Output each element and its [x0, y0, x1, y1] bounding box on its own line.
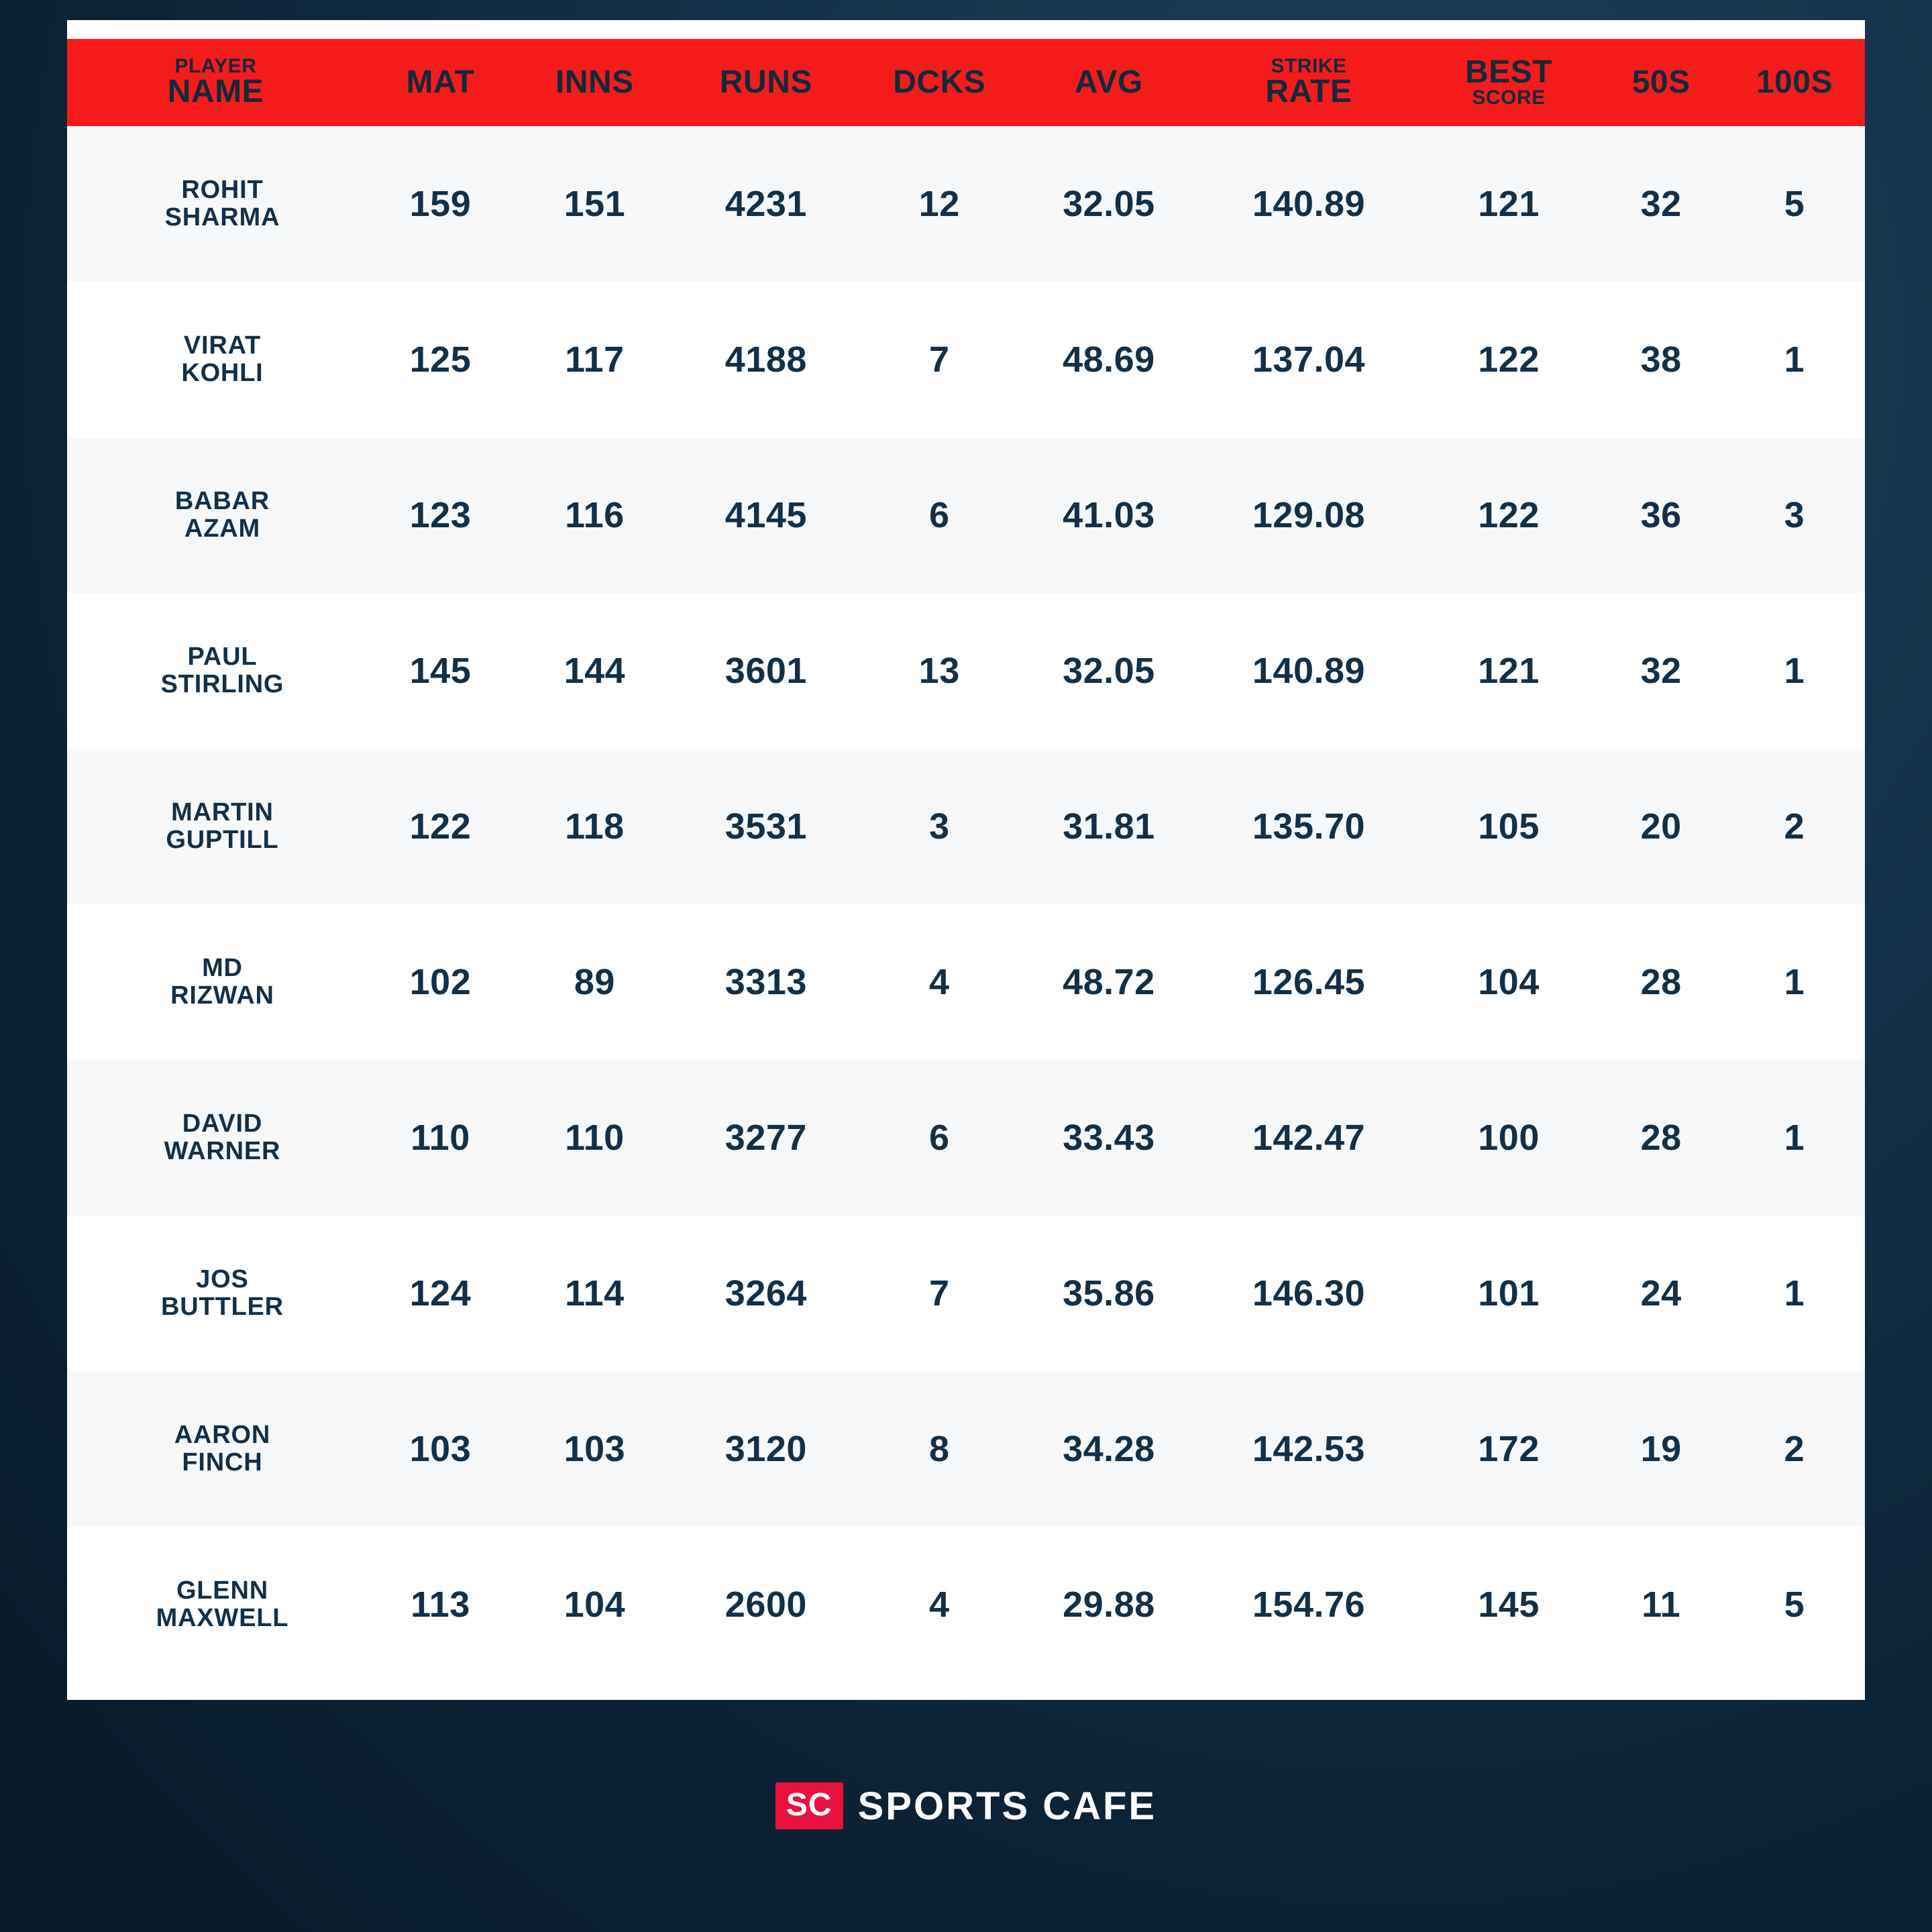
cell-strike-rate: 129.08 [1252, 495, 1366, 536]
cell-avg: 48.69 [1063, 339, 1155, 380]
cell-dcks: 4 [928, 962, 950, 1003]
cell-player-name [67, 749, 364, 904]
player-first-name: GLENN [176, 1576, 268, 1605]
header-avg-label: AVG [1074, 64, 1143, 100]
cell-runs: 3277 [724, 1118, 807, 1159]
table-row [67, 1216, 1865, 1371]
player-last-name: KOHLI [181, 359, 264, 388]
header-hundreds [1724, 39, 1865, 126]
player-first-name: AARON [174, 1421, 271, 1450]
cell-strike-rate: 140.89 [1252, 184, 1366, 225]
table-row [67, 437, 1865, 593]
cell-player-name [67, 1371, 364, 1527]
header-player-name [67, 39, 364, 126]
cell-avg: 31.81 [1063, 806, 1155, 847]
table-panel [67, 20, 1865, 1700]
cell-dcks: 8 [928, 1429, 950, 1470]
cell-player-name [67, 1060, 364, 1216]
player-last-name: WARNER [164, 1137, 281, 1166]
brand-name: SPORTS CAFE [857, 1784, 1157, 1828]
cell-fifties: 28 [1640, 962, 1682, 1003]
cell-dcks: 12 [918, 184, 960, 225]
player-first-name: MARTIN [171, 798, 274, 827]
cell-runs: 2600 [724, 1585, 807, 1625]
header-strike-rate [1198, 39, 1419, 126]
table-row [67, 1371, 1865, 1527]
cell-runs: 3120 [724, 1429, 807, 1470]
player-last-name: BUTTLER [160, 1293, 284, 1322]
player-first-name: PAUL [187, 643, 258, 672]
cell-inns: 104 [564, 1585, 626, 1625]
cell-runs: 4231 [724, 184, 807, 225]
player-stats-table [67, 39, 1865, 1682]
cell-dcks: 7 [928, 339, 950, 380]
cell-runs: 3313 [724, 962, 807, 1003]
cell-mat: 102 [409, 962, 472, 1003]
player-first-name: JOS [196, 1265, 249, 1294]
cell-runs: 4188 [724, 339, 807, 380]
player-last-name: SHARMA [164, 203, 280, 232]
table-row [67, 1060, 1865, 1216]
table-row [67, 126, 1865, 282]
table-row [67, 1527, 1865, 1682]
cell-player-name [67, 282, 364, 437]
cell-fifties: 19 [1640, 1429, 1682, 1470]
cell-hundreds: 1 [1784, 962, 1805, 1003]
table-row [67, 282, 1865, 437]
cell-runs: 3601 [724, 651, 807, 692]
cell-inns: 103 [564, 1429, 626, 1470]
cell-inns: 144 [564, 651, 626, 692]
header-dcks [859, 39, 1019, 126]
table-row [67, 904, 1865, 1060]
table-row [67, 749, 1865, 904]
player-first-name: ROHIT [181, 176, 264, 205]
cell-fifties: 20 [1640, 806, 1682, 847]
cell-best-score: 121 [1478, 184, 1540, 225]
cell-dcks: 7 [928, 1273, 950, 1314]
brand-footer [67, 1700, 1865, 1912]
cell-mat: 122 [409, 806, 472, 847]
cell-best-score: 121 [1478, 651, 1540, 692]
header-runs [673, 39, 859, 126]
cell-player-name [67, 593, 364, 749]
cell-mat: 125 [409, 339, 472, 380]
cell-inns: 117 [565, 339, 625, 380]
player-first-name: MD [202, 954, 243, 983]
cell-hundreds: 5 [1784, 1585, 1805, 1625]
cell-mat: 123 [409, 495, 472, 536]
header-inns-label: INNS [555, 64, 634, 100]
header-row [67, 39, 1865, 126]
cell-hundreds: 1 [1784, 339, 1805, 380]
header-mat-label: MAT [406, 64, 475, 100]
cell-best-score: 104 [1478, 962, 1540, 1003]
cell-avg: 32.05 [1063, 651, 1155, 692]
header-best-top: BEST [1465, 54, 1553, 90]
cell-inns: 114 [565, 1273, 625, 1314]
cell-strike-rate: 142.53 [1252, 1429, 1366, 1470]
cell-best-score: 105 [1478, 806, 1540, 847]
cell-player-name [67, 904, 364, 1060]
cell-strike-rate: 142.47 [1252, 1118, 1366, 1159]
cell-player-name [67, 437, 364, 593]
player-last-name: AZAM [184, 515, 260, 543]
table-body [67, 126, 1865, 1682]
table-row [67, 593, 1865, 749]
cell-inns: 89 [574, 962, 615, 1003]
header-fifties [1598, 39, 1723, 126]
player-last-name: GUPTILL [166, 826, 279, 855]
cell-hundreds: 2 [1784, 1429, 1805, 1470]
cell-fifties: 32 [1640, 651, 1682, 692]
cell-fifties: 11 [1642, 1585, 1681, 1625]
cell-mat: 113 [411, 1585, 470, 1625]
cell-mat: 159 [409, 184, 472, 225]
cell-best-score: 100 [1478, 1118, 1540, 1159]
cell-best-score: 122 [1478, 339, 1540, 380]
table-header [67, 39, 1865, 126]
stats-card [67, 20, 1865, 1912]
header-fifties-label: 50S [1631, 64, 1690, 100]
cell-dcks: 6 [928, 1118, 950, 1159]
cell-inns: 110 [565, 1118, 625, 1159]
player-first-name: VIRAT [183, 331, 262, 360]
cell-inns: 151 [564, 184, 626, 225]
cell-fifties: 38 [1640, 339, 1682, 380]
header-player-bottom: NAME [167, 74, 264, 110]
cell-fifties: 28 [1640, 1118, 1682, 1159]
header-sr-bottom: RATE [1265, 74, 1352, 110]
cell-hundreds: 1 [1784, 651, 1805, 692]
header-runs-label: RUNS [719, 64, 812, 100]
cell-avg: 41.03 [1063, 495, 1155, 536]
cell-strike-rate: 126.45 [1252, 962, 1366, 1003]
cell-best-score: 122 [1478, 495, 1540, 536]
cell-best-score: 172 [1478, 1429, 1540, 1470]
cell-strike-rate: 154.76 [1252, 1585, 1366, 1625]
cell-avg: 32.05 [1063, 184, 1155, 225]
cell-best-score: 101 [1478, 1273, 1540, 1314]
cell-avg: 34.28 [1063, 1429, 1155, 1470]
header-sr-top: STRIKE [1271, 55, 1347, 77]
player-last-name: STIRLING [160, 670, 284, 699]
cell-mat: 124 [409, 1273, 472, 1314]
cell-avg: 48.72 [1063, 962, 1155, 1003]
header-dcks-label: DCKS [893, 64, 986, 100]
header-mat [364, 39, 517, 126]
cell-player-name [67, 126, 364, 282]
player-first-name: BABAR [174, 487, 270, 516]
cell-strike-rate: 135.70 [1252, 806, 1366, 847]
cell-hundreds: 1 [1784, 1118, 1805, 1159]
player-last-name: MAXWELL [156, 1604, 289, 1633]
cell-strike-rate: 140.89 [1252, 651, 1366, 692]
cell-player-name [67, 1216, 364, 1371]
cell-inns: 118 [565, 806, 625, 847]
header-best-score [1419, 39, 1599, 126]
cell-best-score: 145 [1478, 1585, 1540, 1625]
cell-hundreds: 5 [1784, 184, 1805, 225]
cell-fifties: 32 [1640, 184, 1682, 225]
player-first-name: DAVID [182, 1110, 263, 1138]
player-last-name: RIZWAN [170, 981, 274, 1010]
cell-strike-rate: 146.30 [1252, 1273, 1366, 1314]
cell-mat: 103 [409, 1429, 472, 1470]
header-avg [1019, 39, 1198, 126]
cell-dcks: 4 [928, 1585, 950, 1625]
cell-mat: 145 [409, 651, 472, 692]
cell-strike-rate: 137.04 [1252, 339, 1366, 380]
cell-hundreds: 1 [1784, 1273, 1805, 1314]
cell-hundreds: 2 [1784, 806, 1805, 847]
cell-player-name [67, 1527, 364, 1682]
player-last-name: FINCH [182, 1448, 263, 1477]
header-hundreds-label: 100S [1756, 64, 1833, 100]
cell-avg: 35.86 [1063, 1273, 1155, 1314]
cell-avg: 29.88 [1063, 1585, 1155, 1625]
header-best-bottom: SCORE [1472, 87, 1546, 109]
cell-fifties: 24 [1640, 1273, 1682, 1314]
cell-runs: 4145 [724, 495, 807, 536]
sports-cafe-logo-icon: SC [775, 1782, 843, 1829]
header-player-top: PLAYER [174, 55, 257, 77]
cell-hundreds: 3 [1784, 495, 1805, 536]
cell-runs: 3264 [724, 1273, 807, 1314]
cell-avg: 33.43 [1063, 1118, 1155, 1159]
cell-mat: 110 [411, 1118, 470, 1159]
cell-inns: 116 [565, 495, 625, 536]
cell-runs: 3531 [724, 806, 807, 847]
header-inns [517, 39, 673, 126]
cell-dcks: 3 [928, 806, 950, 847]
cell-dcks: 6 [928, 495, 950, 536]
cell-dcks: 13 [918, 651, 960, 692]
cell-fifties: 36 [1640, 495, 1682, 536]
